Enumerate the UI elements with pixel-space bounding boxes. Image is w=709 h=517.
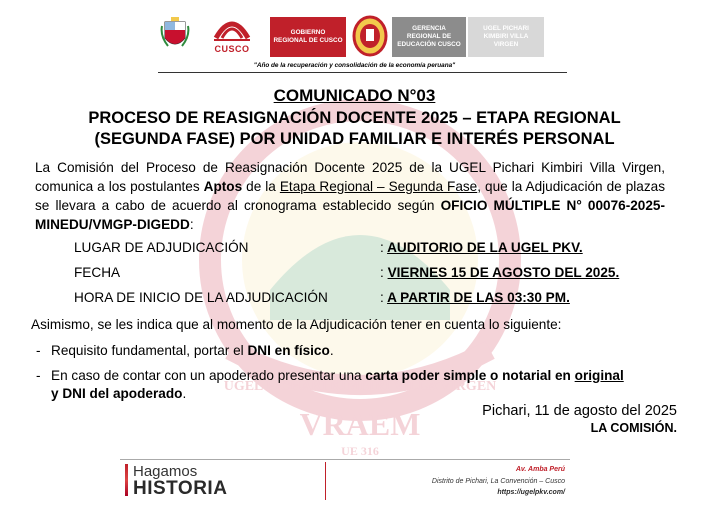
detail-value-text: VIERNES 15 DE AGOSTO DEL 2025. — [387, 265, 620, 280]
detail-label: LUGAR DE ADJUDICACIÓN — [74, 240, 249, 255]
signature: LA COMISIÓN. — [590, 421, 677, 435]
ugel-pkv-box: UGEL PICHARI KIMBIRI VILLA VIRGEN — [468, 17, 544, 57]
detail-value-text: A PARTIR DE LAS 03:30 PM. — [387, 290, 570, 305]
gobierno-regional-box: GOBIERNO REGIONAL DE CUSCO — [270, 17, 346, 57]
regional-seal-icon — [352, 15, 388, 57]
page-title: COMUNICADO N°03 — [273, 86, 436, 105]
bullet-text-part: . — [329, 343, 334, 358]
intro-aptos: Aptos — [203, 179, 243, 194]
footer-address-district: Distrito de Pichari, La Convención – Cusco — [431, 478, 565, 485]
intro-oficio: OFICIO MÚLTIPLE N° 00076-2025-MINEDU/VMGP-DIGEDD — [35, 198, 665, 232]
subtitle-line-2: (SEGUNDA FASE) POR UNIDAD FAMILIAR E INTERÉS PERSONAL — [94, 130, 615, 148]
footer-vertical-divider — [325, 462, 326, 500]
footer-address-street: Av. Amba Perú — [515, 466, 565, 473]
header-divider — [158, 72, 567, 73]
detail-colon: : — [380, 290, 384, 305]
bullet-text-part: En caso de contar con un apoderado presentar una — [51, 368, 366, 383]
bullet-dni-apoderado: y DNI del apoderado — [51, 386, 183, 401]
watermark-vraem: VRAEM — [299, 406, 421, 442]
page-subtitle — [40, 108, 669, 150]
footer-divider — [120, 459, 570, 460]
document-date: Pichari, 11 de agosto del 2025 — [482, 403, 677, 419]
bullet-text-part: Requisito fundamental, portar el — [51, 343, 248, 358]
bullet-dash: - — [36, 368, 41, 383]
detail-label: FECHA — [74, 265, 121, 280]
detail-label: HORA DE INICIO DE LA ADJUDICACIÓN — [74, 290, 328, 305]
footer-accent-bar — [125, 464, 128, 496]
footer-slogan-bottom: HISTORIA — [133, 478, 228, 499]
detail-value — [380, 290, 570, 305]
bullet-text-part: . — [182, 386, 187, 401]
gerencia-regional-box: GERENCIA REGIONAL DE EDUCACIÓN CUSCO — [392, 17, 466, 57]
bullet-carta-poder: carta poder simple o notarial en — [365, 368, 575, 383]
detail-value — [380, 265, 619, 280]
bullet-original: original — [574, 368, 624, 383]
watermark-code: UE 316 — [341, 444, 379, 458]
cusco-emblem-icon — [208, 14, 256, 44]
bullet-dash: - — [36, 343, 41, 358]
peru-coat-of-arms-icon — [160, 16, 190, 52]
footer-slogan-top: Hagamos — [133, 463, 198, 480]
bullet-text — [51, 342, 681, 360]
intro-paragraph — [35, 158, 665, 234]
gobierno-regional-cusco-logo — [208, 14, 256, 58]
cusco-logo-text: CUSCO — [214, 44, 250, 54]
intro-etapa: Etapa Regional – Segunda Fase — [279, 179, 478, 194]
bullet-dni: DNI en físico — [247, 343, 330, 358]
detail-value — [380, 240, 583, 255]
asimismo-paragraph: Asimismo, se les indica que al momento de la Adjudicación tener en cuenta lo siguiente: — [31, 317, 562, 332]
detail-value-text: AUDITORIO DE LA UGEL PKV. — [387, 240, 583, 255]
footer-website-link[interactable]: https://ugelpkv.com/ — [497, 489, 565, 496]
letterhead — [0, 14, 709, 58]
detail-colon: : — [380, 240, 384, 255]
bullet-text — [51, 367, 681, 403]
subtitle-line-1: PROCESO DE REASIGNACIÓN DOCENTE 2025 – ETAPA REGIONAL — [88, 109, 621, 127]
intro-text-3: , que la Adjudicación de plazas se llevara a cabo de acuerdo al cronograma establecido según — [35, 179, 666, 213]
watermark-arc-text: UGEL PICHARI KIMBIRI VILLA VIRGEN — [223, 379, 497, 394]
intro-text-2: de la — [242, 179, 280, 194]
year-motto: "Año de la recuperación y consolidación de la economía peruana" — [253, 62, 456, 69]
detail-colon: : — [380, 265, 384, 280]
intro-text-1: La Comisión del Proceso de Reasignación Docente 2025 de la UGEL Pichari Kimbiri Villa Virgen, comunica a los postulantes — [35, 160, 665, 194]
intro-text-4: : — [189, 217, 194, 232]
